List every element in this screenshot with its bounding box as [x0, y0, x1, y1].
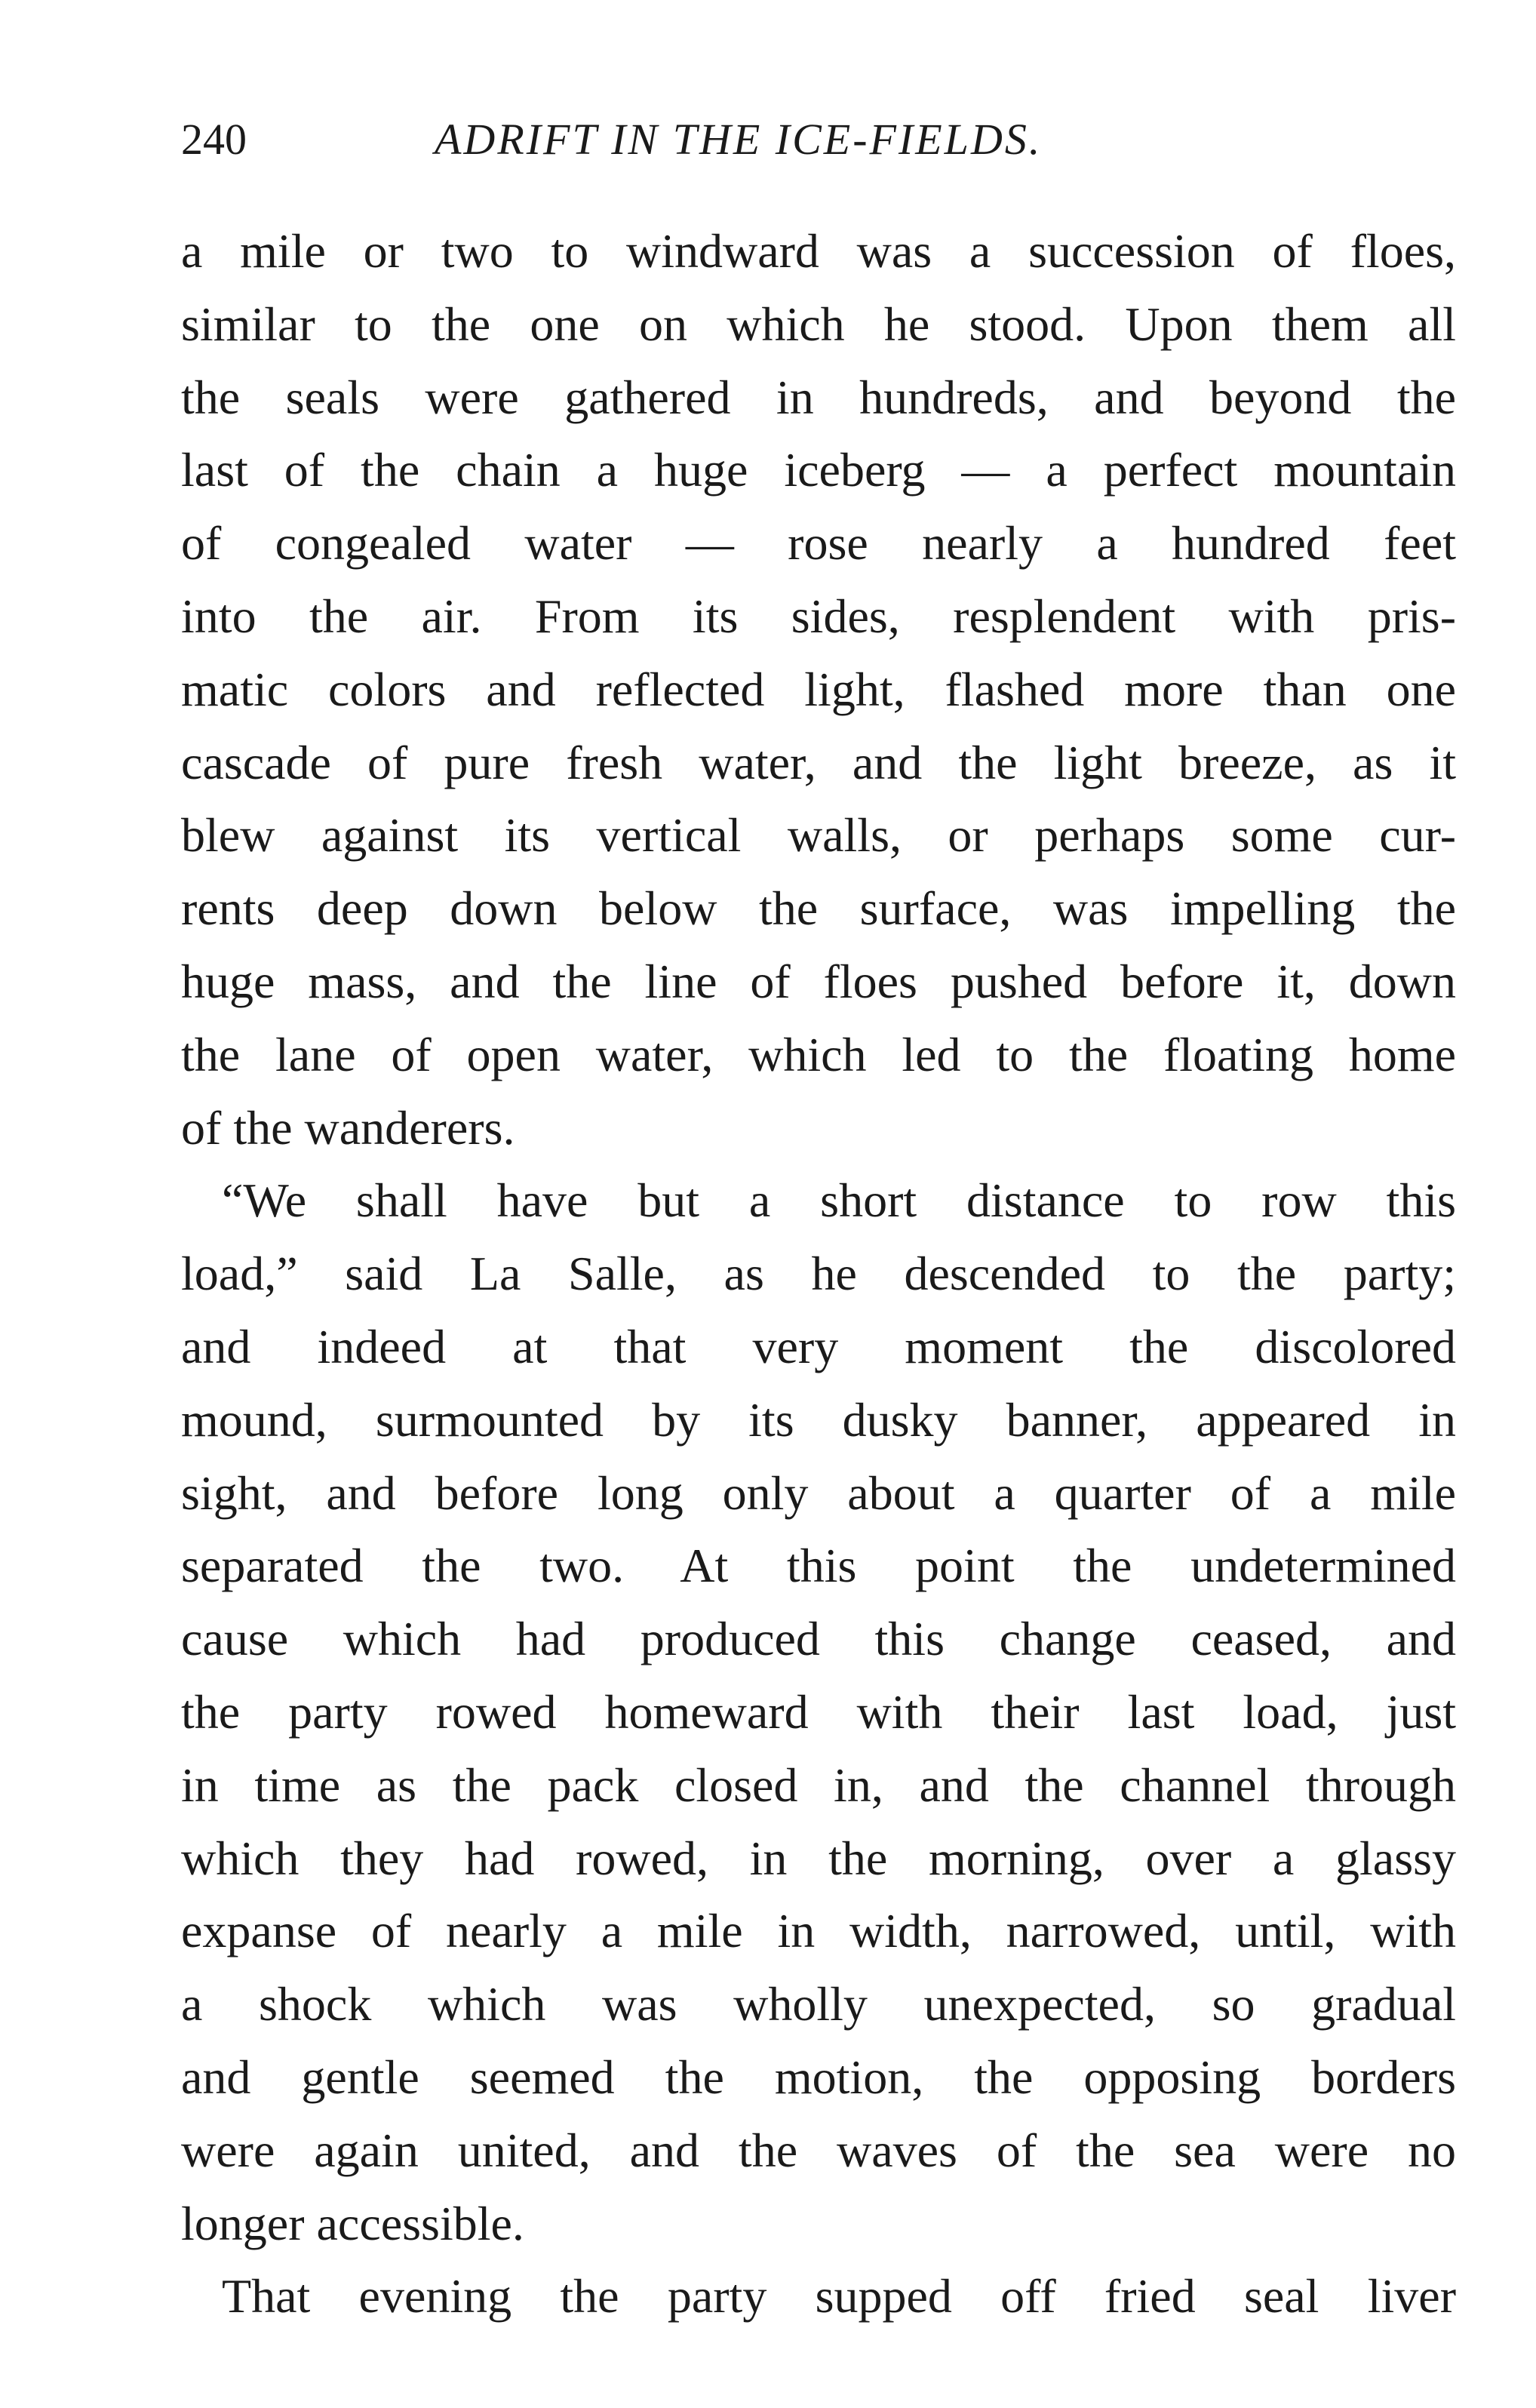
text-line: the lane of open water, which led to the floating home — [181, 1027, 1456, 1081]
text-line: were again united, and the waves of the sea were no — [181, 2123, 1456, 2177]
text-line: That evening the party supped off fried seal liver — [222, 2269, 1456, 2323]
text-line: “We shall have but a short distance to row this — [222, 1173, 1456, 1228]
text-line: expanse of nearly a mile in width, narrowed, until, with — [181, 1904, 1456, 1958]
text-line: the seals were gathered in hundreds, and beyond the — [181, 370, 1456, 424]
running-head — [181, 113, 1464, 166]
text-line: huge mass, and the line of floes pushed before it, down — [181, 954, 1456, 1008]
text-line: of congealed water — rose nearly a hundred feet — [181, 516, 1456, 570]
text-line: longer accessible. — [181, 2196, 524, 2250]
text-line: load,” said La Salle, as he descended to the party; — [181, 1247, 1456, 1301]
text-line: rents deep down below the surface, was impelling the — [181, 881, 1456, 936]
text-line: a shock which was wholly unexpected, so gradual — [181, 1977, 1456, 2031]
text-line: of the wanderers. — [181, 1100, 515, 1155]
text-line: into the air. From its sides, resplendent with pris- — [181, 589, 1456, 643]
text-line: last of the chain a huge iceberg — a perfect mountain — [181, 443, 1456, 497]
page-number: 240 — [181, 115, 247, 164]
text-line: and gentle seemed the motion, the opposing borders — [181, 2050, 1456, 2104]
text-line: a mile or two to windward was a succession of floes, — [181, 224, 1456, 278]
text-line: blew against its vertical walls, or perhaps some cur- — [181, 808, 1456, 863]
text-line: cascade of pure fresh water, and the light breeze, as it — [181, 735, 1456, 789]
text-line: cause which had produced this change ceased, and — [181, 1612, 1456, 1666]
text-line: in time as the pack closed in, and the channel through — [181, 1758, 1456, 1812]
text-line: mound, surmounted by its dusky banner, appeared in — [181, 1392, 1456, 1447]
text-line: which they had rowed, in the morning, over a glassy — [181, 1831, 1456, 1885]
text-line: sight, and before long only about a quarter of a mile — [181, 1465, 1456, 1520]
text-line: matic colors and reflected light, flashed more than one — [181, 662, 1456, 716]
body-text — [181, 215, 1456, 2333]
text-line: similar to the one on which he stood. Upon them all — [181, 297, 1456, 351]
text-line: and indeed at that very moment the discolored — [181, 1319, 1456, 1373]
running-title: ADRIFT IN THE ICE-FIELDS. — [435, 115, 1043, 164]
text-line: separated the two. At this point the undetermined — [181, 1539, 1456, 1593]
text-line: the party rowed homeward with their last load, just — [181, 1684, 1456, 1739]
